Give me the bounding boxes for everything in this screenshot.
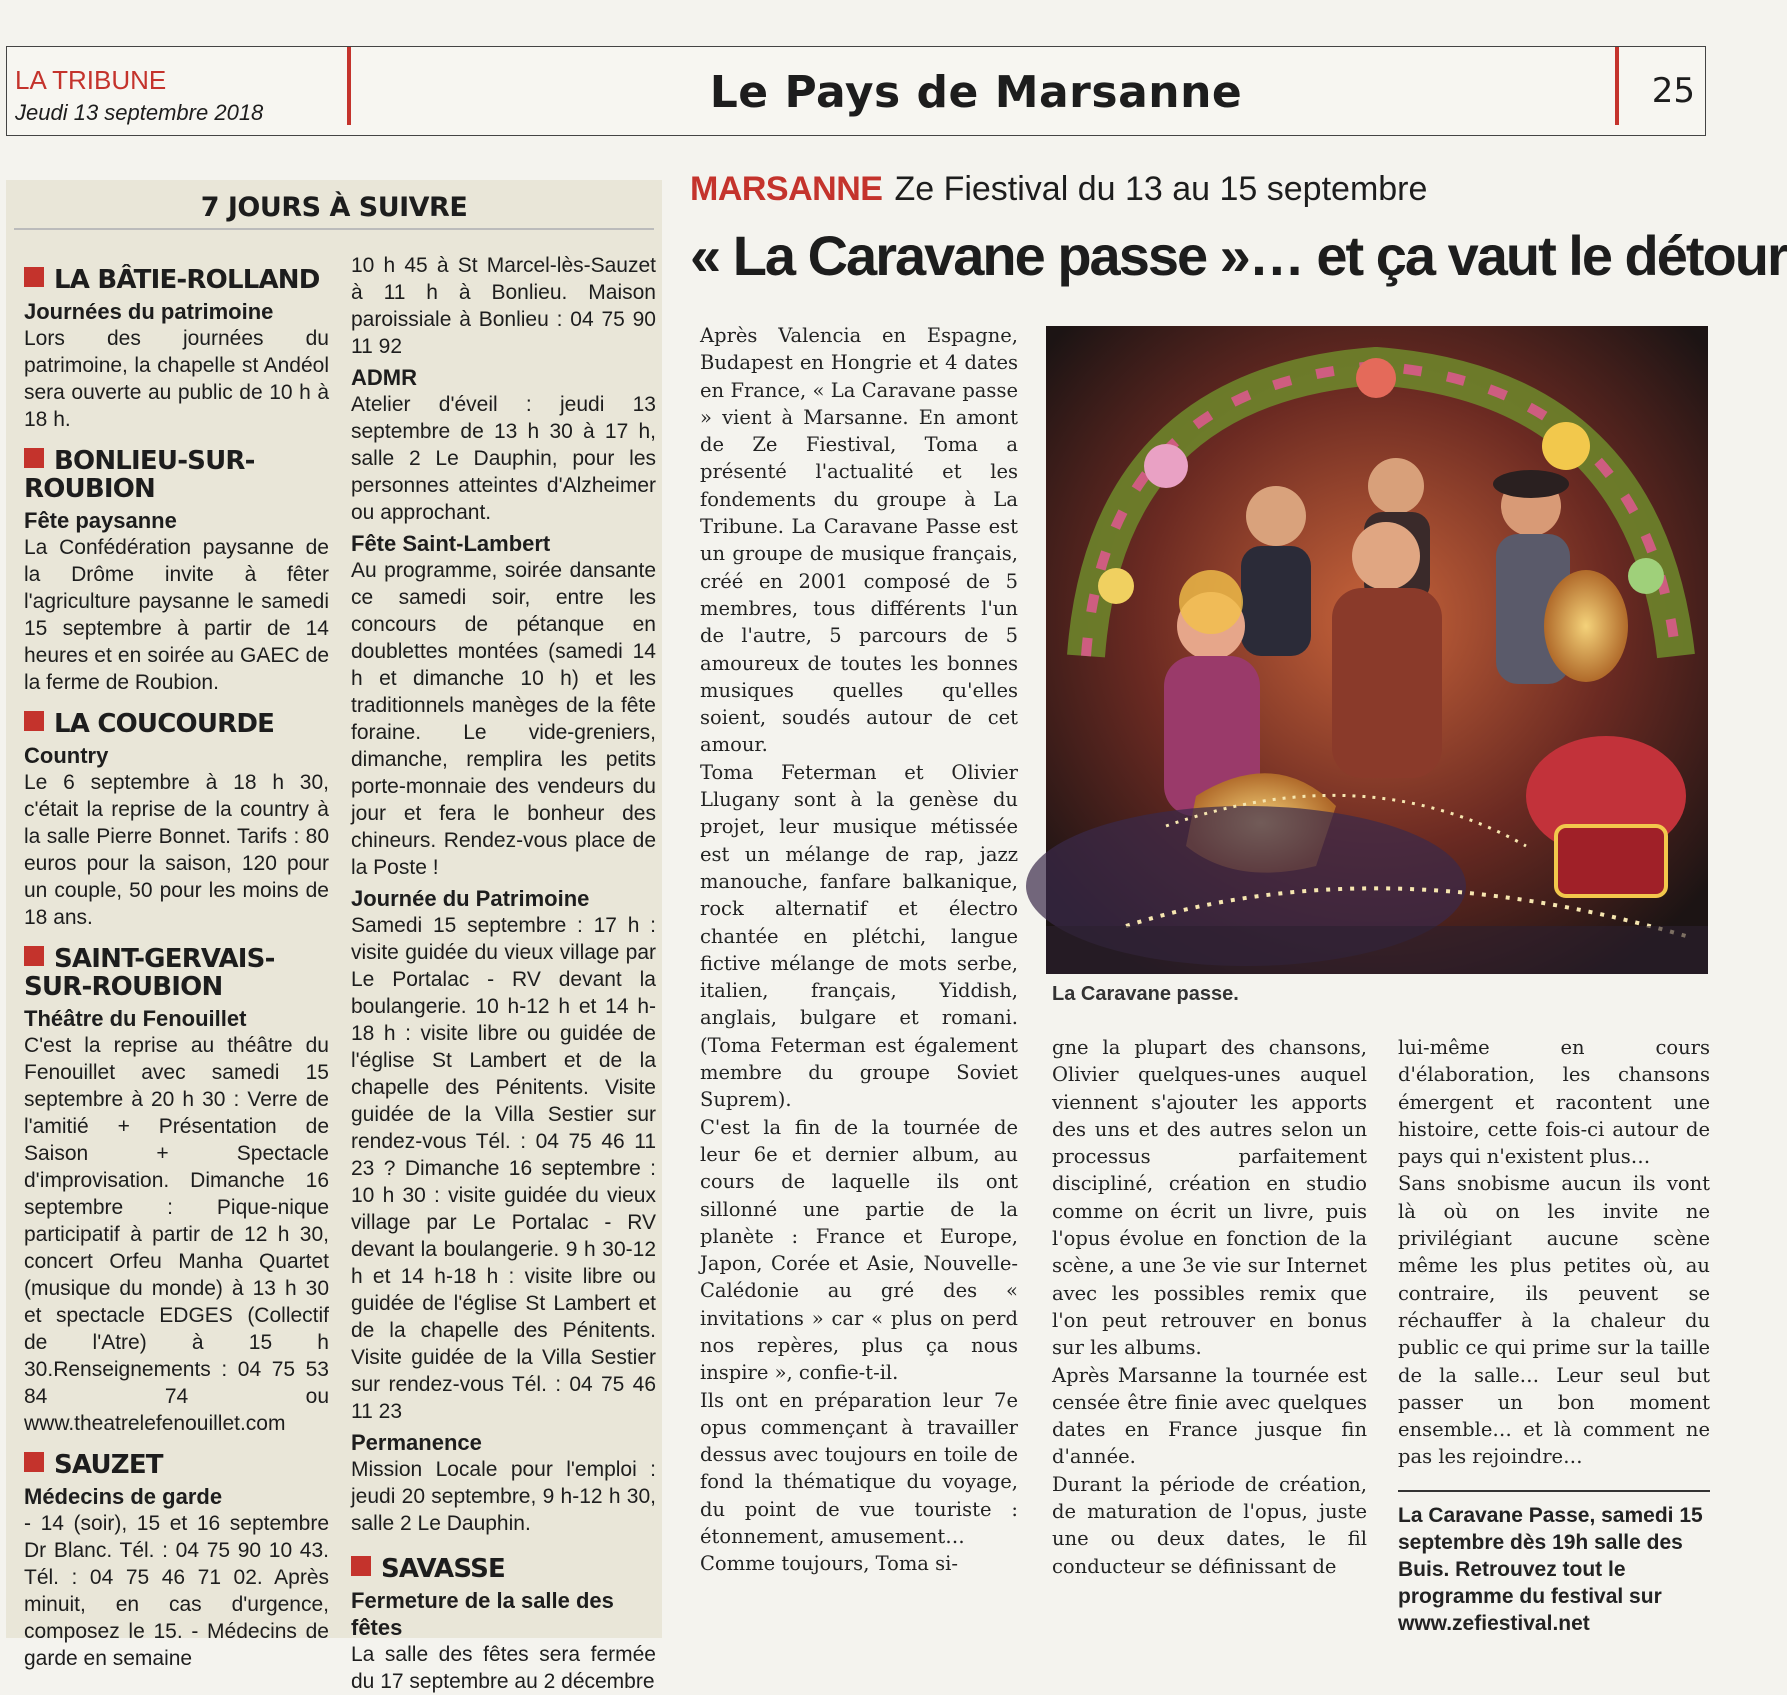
page-number: 25 (1651, 71, 1695, 111)
agenda-place (24, 710, 329, 738)
agenda-place-name: LA COUCOURDE (54, 709, 275, 739)
article-column-3 (1398, 1034, 1710, 1471)
red-square-icon (24, 711, 44, 731)
agenda-event-text: Au programme, soirée dansante ce samedi soir, entre les concours de pétanque en doublettes montées (samedi 14 h et dimanche 10 h) et les traditionnels manèges de la fête foraine. Le vide-greniers, dimanche, remplira les petits porte-monnaie des vendeurs du jour et fera le bonheur des chineurs. Rendez-vous place de la Poste ! (351, 559, 656, 879)
agenda-event-title: Permanence (351, 1430, 482, 1455)
agenda-place (351, 1555, 656, 1583)
agenda-event-title: Fête Saint-Lambert (351, 531, 551, 556)
article-paragraph: gne la plupart des chansons, Olivier quelques-unes auquel viennent s'ajouter les apports des uns et des autres selon un processus parfaitement discipliné, création en studio comme on écrit un livre, puis l'opus évolue en fonction de la scène, a une 3e vie sur Internet avec les possibles remix que l'on peut retrouver en bonus sur les albums. (1052, 1036, 1367, 1360)
agenda-event-text: Atelier d'éveil : jeudi 13 septembre de 13 h 30 à 17 h, salle 2 Le Dauphin, pour les personnes atteintes d'Alzheimer ou approchant. (351, 393, 656, 524)
agenda-place (24, 945, 329, 1001)
article-header (690, 170, 1787, 288)
agenda-event-title: Country (24, 743, 109, 768)
agenda-place-name: SAINT-GERVAIS-SUR-ROUBION (24, 944, 275, 1002)
agenda-column-2 (351, 252, 656, 1695)
agenda-event-text: C'est la reprise au théâtre du Fenouillet avec samedi 15 septembre à 20 h 30 : Verre de l'amitié + Présentation de Saison + Spectacle d'improvisation. Dimanche 16 septembre : Pique-nique participatif à partir de 12 h 30, concert Orfeu Manha Quartet (musique du monde) à 13 h 30 et spectacle EDGES (Collectif de l'Atre) à 15 h 30.Renseignements : 04 75 53 84 74 ou www.theatrelefenouillet.com (24, 1034, 329, 1435)
article-paragraph: Après Marsanne la tournée est censée être finie avec quelques dates en France jusque fin d'année. (1052, 1363, 1367, 1469)
article-paragraph: Toma Feterman et Olivier Llugany sont à la genèse du projet, leur musique métissée est un mélange de rap, jazz manouche, fanfare balkanique, rock alternatif et électro chantée en plétchi, langue fictive mélange de mots serbe, italien, français, Yiddish, anglais, bulgare et romani. (Toma Feterman est également membre du groupe Soviet Suprem). (700, 760, 1018, 1112)
agenda-place (24, 266, 329, 294)
publication-date: Jeudi 13 septembre 2018 (15, 100, 264, 125)
agenda-column-1 (24, 252, 329, 1672)
agenda-place-name: BONLIEU-SUR-ROUBION (24, 446, 255, 504)
agenda-event-title: Théâtre du Fenouillet (24, 1006, 247, 1031)
publication-name: LA TRIBUNE (15, 65, 167, 95)
kicker-place: MARSANNE (690, 170, 883, 208)
agenda-sidebar (6, 180, 662, 1693)
article-kicker (690, 170, 1710, 209)
red-square-icon (24, 1452, 44, 1472)
agenda-place-name: LA BÂTIE-ROLLAND (54, 265, 320, 295)
band-photo (1046, 326, 1708, 974)
agenda-place-name: SAVASSE (381, 1554, 506, 1584)
agenda-event-title: Médecins de garde (24, 1484, 223, 1509)
agenda-event-title: Fermeture de la salle des fêtes (351, 1588, 614, 1640)
kicker-text: Ze Fiestival du 13 au 15 septembre (894, 170, 1428, 208)
agenda-event-text: 10 h 45 à St Marcel-lès-Sauzet à 11 h à Bonlieu. Maison paroissiale à Bonlieu : 04 75 90 11 92 (351, 254, 656, 358)
agenda-event-title: Journées du patrimoine (24, 299, 274, 324)
red-square-icon (24, 448, 44, 468)
agenda-event-text: Samedi 15 septembre : 17 h : visite guidée du vieux village par Le Portalac - RV devant la boulangerie. 10 h-12 h et 14 h-18 h : visite libre ou guidée de l'église St Lambert et de la chapelle des Pénitents. Visite guidée de la Villa Sestier sur rendez-vous Tél. : 04 75 46 11 23 ? Dimanche 16 septembre : 10 h 30 : visite guidée du vieux village par Le Portalac - RV devant la boulangerie. 9 h 30-12 h et 14 h-18 h : visite libre ou guidée de l'église St Lambert et de la chapelle des Pénitents. Visite guidée de la Villa Sestier sur rendez-vous Tél. : 04 75 46 11 23 (351, 914, 656, 1423)
agenda-event-text: - 14 (soir), 15 et 16 septembre Dr Blanc. Tél. : 04 75 90 10 43. Tél. : 04 75 46 71 02. Après minuit, en cas d'urgence, composez le 15. - Médecins de garde en semaine (24, 1512, 329, 1670)
agenda-event-text: La salle des fêtes sera fermée du 17 septembre au 2 décembre (351, 1643, 656, 1693)
article-paragraph: lui-même en cours d'élaboration, les chansons émergent et racontent une histoire, cette fois-ci autour de pays qui n'existent plus… (1398, 1036, 1710, 1169)
article-column-1 (700, 322, 1018, 1578)
agenda-event-text: Mission Locale pour l'emploi : jeudi 20 septembre, 9 h-12 h 30, salle 2 Le Dauphin. (351, 1458, 656, 1535)
agenda-place (24, 447, 329, 503)
masthead (15, 65, 263, 126)
red-square-icon (24, 946, 44, 966)
photo-caption: La Caravane passe. (1052, 983, 1239, 1005)
article-paragraph: Ils ont en préparation leur 7e opus commençant à travailler dessus avec toujours en toile de fond la thématique du voyage, du point de vue touriste : étonnement, amusement… (700, 1388, 1018, 1549)
agenda-event-text: La Confédération paysanne de la Drôme invite à fêter l'agriculture paysanne le samedi 15 septembre à partir de 14 heures et en soirée au GAEC de la ferme de Roubion. (24, 536, 329, 694)
agenda-event-title: ADMR (351, 365, 417, 390)
article-paragraph: Sans snobisme aucun ils vont là où on les invite ne privilégiant aucune scène même les plus petites où, au contraire, ils peuvent se réchauffer à la chaleur du public ce qui prime sur la taille de la salle… Leur seul but passer un bon moment ensemble… et là comment ne pas les rejoindre… (1398, 1172, 1710, 1469)
event-info-box: La Caravane Passe, samedi 15 septembre dès 19h salle des Buis. Retrouvez tout le programme du festival sur www.zefiestival.net (1398, 1490, 1710, 1637)
article-paragraph: Comme toujours, Toma si- (700, 1552, 958, 1576)
article-paragraph: C'est la fin de la tournée de leur 6e et dernier album, au cours de laquelle ils ont sillonné une partie de la planète : France et Europe, Japon, Corée et Asie, Nouvelle-Calédonie au gré des « invitations » car « plus on perd nos repères, plus ça nous inspire », confie-t-il. (700, 1115, 1018, 1385)
agenda-place-name: SAUZET (54, 1450, 163, 1480)
header-divider (1615, 47, 1619, 125)
agenda-title: 7 JOURS À SUIVRE (14, 180, 654, 230)
article-column-2 (1052, 1034, 1367, 1580)
article-paragraph: Après Valencia en Espagne, Budapest en Hongrie et 4 dates en France, « La Caravane passe » vient à Marsanne. En amont de Ze Fiestival, Toma a présenté l'actualité et les fondements du groupe à La Tribune. La Caravane Passe est un groupe de musique français, créé en 2001 composé de 5 membres, tous différents l'un de l'autre, 5 parcours de 5 amoureux de toutes les bonnes musiques quelles qu'elles soient, soudés autour de cet amour. (700, 324, 1018, 757)
agenda-event-text: Lors des journées du patrimoine, la chapelle st Andéol sera ouverte au public de 10 h à 18 h. (24, 327, 329, 431)
agenda-event-title: Fête paysanne (24, 508, 177, 533)
band-photo-illustration (1046, 326, 1708, 974)
page-header (6, 46, 1706, 136)
agenda-event-text: Le 6 septembre à 18 h 30, c'était la reprise de la country à la salle Pierre Bonnet. Tarifs : 80 euros pour la saison, 120 pour un couple, 50 pour les moins de 18 ans. (24, 771, 329, 929)
red-square-icon (351, 1556, 371, 1576)
article-headline: « La Caravane passe »… et ça vaut le détour (690, 224, 1787, 287)
red-square-icon (24, 267, 44, 287)
agenda-place (24, 1451, 329, 1479)
agenda-event-title: Journée du Patrimoine (351, 886, 590, 911)
section-title: Le Pays de Marsanne (709, 67, 1243, 118)
article-paragraph: Durant la période de création, de maturation de l'opus, juste une ou deux dates, le fil conducteur se définissant de (1052, 1472, 1367, 1578)
